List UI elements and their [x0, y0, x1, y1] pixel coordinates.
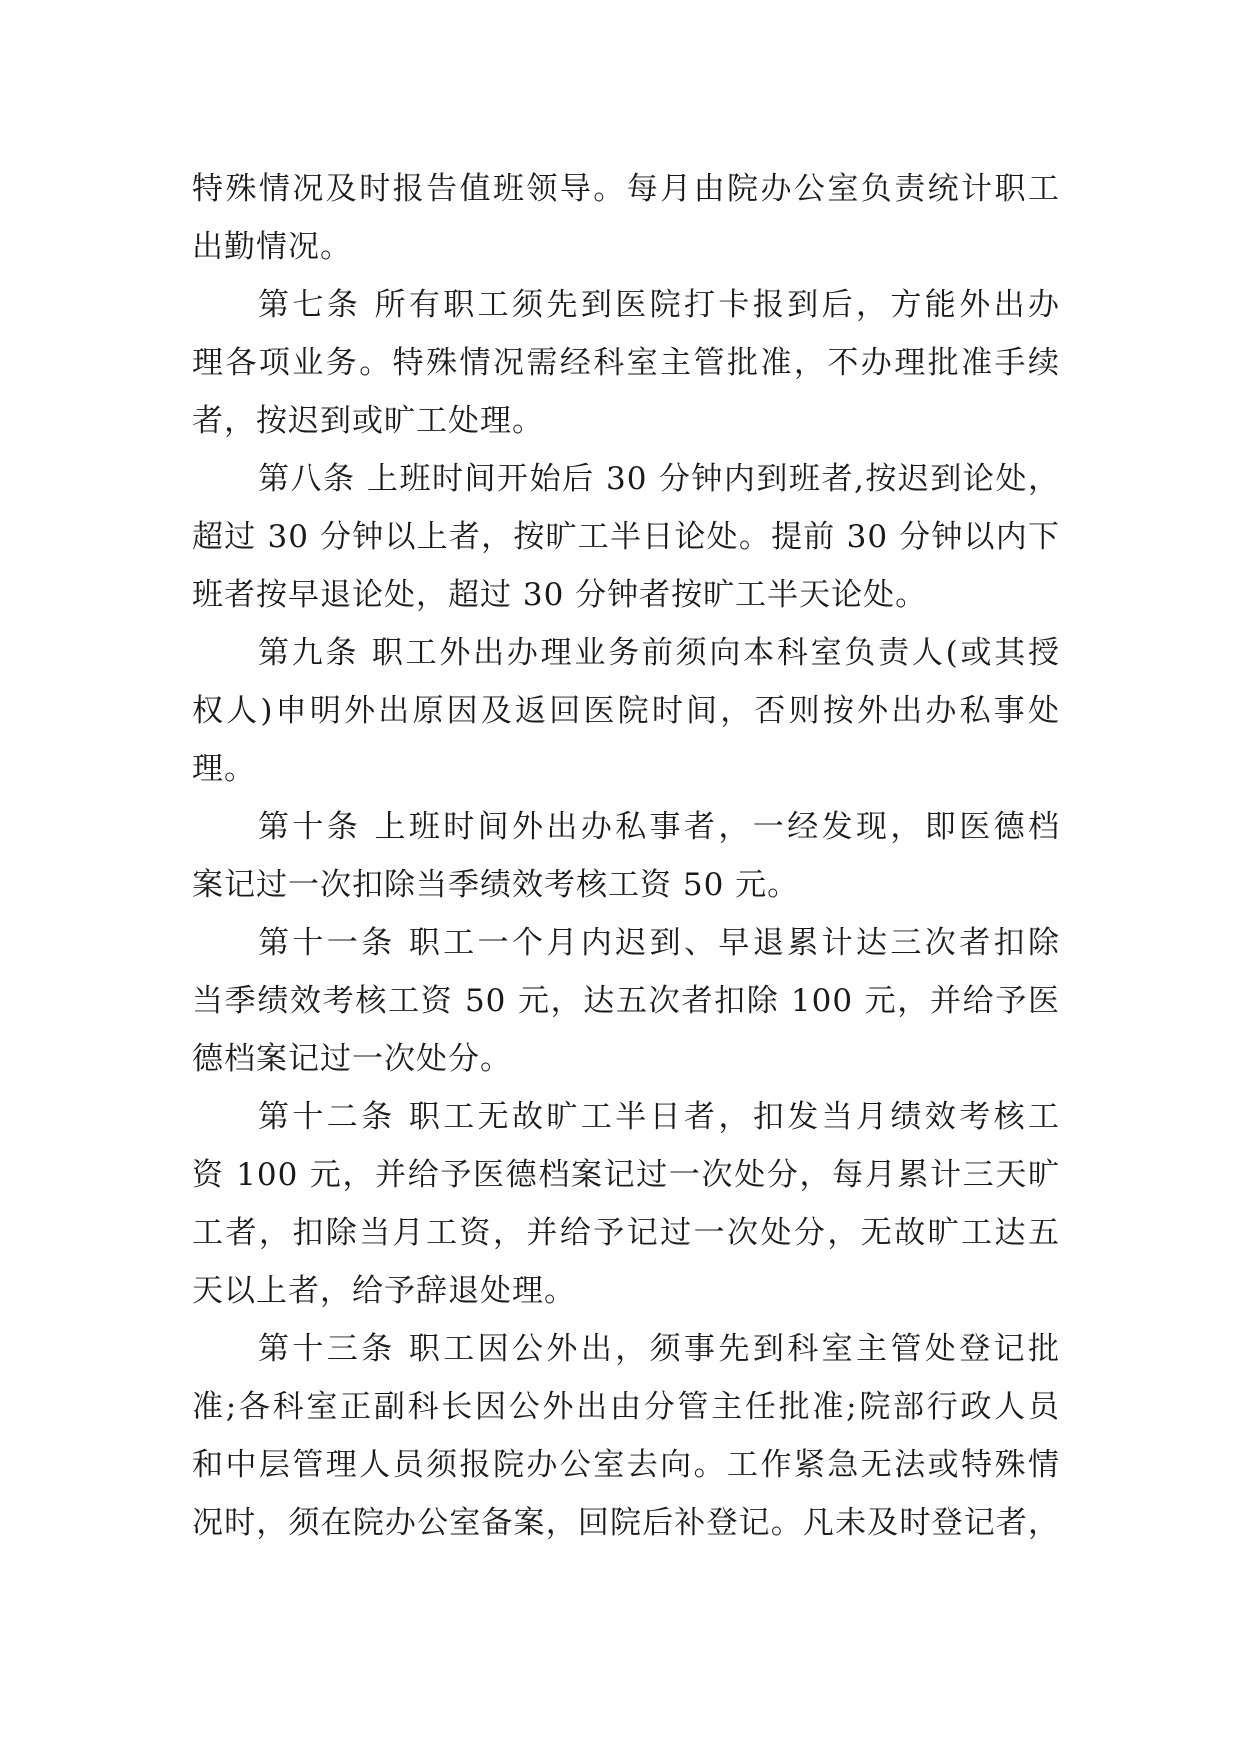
text-line: 第八条 上班时间开始后 30 分钟内到班者,按迟到论处， [258, 461, 1060, 497]
text-line: 理各项业务。特殊情况需经科室主管批准，不办理批准手续 [192, 345, 1060, 381]
text-line: 准;各科室正副科长因公外出由分管主任批准;院部行政人员 [192, 1389, 1060, 1425]
text-line: 第七条 所有职工须先到医院打卡报到后，方能外出办 [258, 287, 1060, 323]
paragraph [192, 624, 1060, 798]
text-line: 第十一条 职工一个月内迟到、早退累计达三次者扣除 [258, 925, 1060, 961]
text-line: 天以上者，给予辞退处理。 [192, 1273, 576, 1309]
document-page [192, 160, 1060, 1552]
text-line: 理。 [192, 751, 256, 787]
text-line: 资 100 元，并给予医德档案记过一次处分，每月累计三天旷 [192, 1157, 1060, 1193]
text-line: 班者按早退论处，超过 30 分钟者按旷工半天论处。 [192, 577, 928, 613]
text-line: 第十三条 职工因公外出，须事先到科室主管处登记批 [258, 1331, 1060, 1367]
text-line: 案记过一次扣除当季绩效考核工资 50 元。 [192, 867, 800, 903]
paragraph [192, 276, 1060, 450]
text-line: 权人)申明外出原因及返回医院时间，否则按外出办私事处 [192, 693, 1060, 729]
text-line: 当季绩效考核工资 50 元，达五次者扣除 100 元，并给予医 [192, 983, 1060, 1019]
paragraph [192, 1320, 1060, 1552]
text-line: 出勤情况。 [192, 229, 352, 265]
text-line: 第九条 职工外出办理业务前须向本科室负责人(或其授 [258, 635, 1060, 671]
paragraph [192, 914, 1060, 1088]
text-line: 者，按迟到或旷工处理。 [192, 403, 544, 439]
text-line: 和中层管理人员须报院办公室去向。工作紧急无法或特殊情 [192, 1447, 1060, 1483]
text-line: 特殊情况及时报告值班领导。每月由院办公室负责统计职工 [192, 171, 1060, 207]
text-line: 况时，须在院办公室备案，回院后补登记。凡未及时登记者， [192, 1505, 1060, 1541]
text-line: 第十二条 职工无故旷工半日者，扣发当月绩效考核工 [258, 1099, 1060, 1135]
text-line: 第十条 上班时间外出办私事者，一经发现，即医德档 [258, 809, 1060, 845]
paragraph [192, 160, 1060, 276]
paragraph [192, 450, 1060, 624]
paragraph [192, 1088, 1060, 1320]
text-line: 德档案记过一次处分。 [192, 1041, 512, 1077]
paragraph [192, 798, 1060, 914]
text-line: 工者，扣除当月工资，并给予记过一次处分，无故旷工达五 [192, 1215, 1060, 1251]
text-line: 超过 30 分钟以上者，按旷工半日论处。提前 30 分钟以内下 [192, 519, 1060, 555]
